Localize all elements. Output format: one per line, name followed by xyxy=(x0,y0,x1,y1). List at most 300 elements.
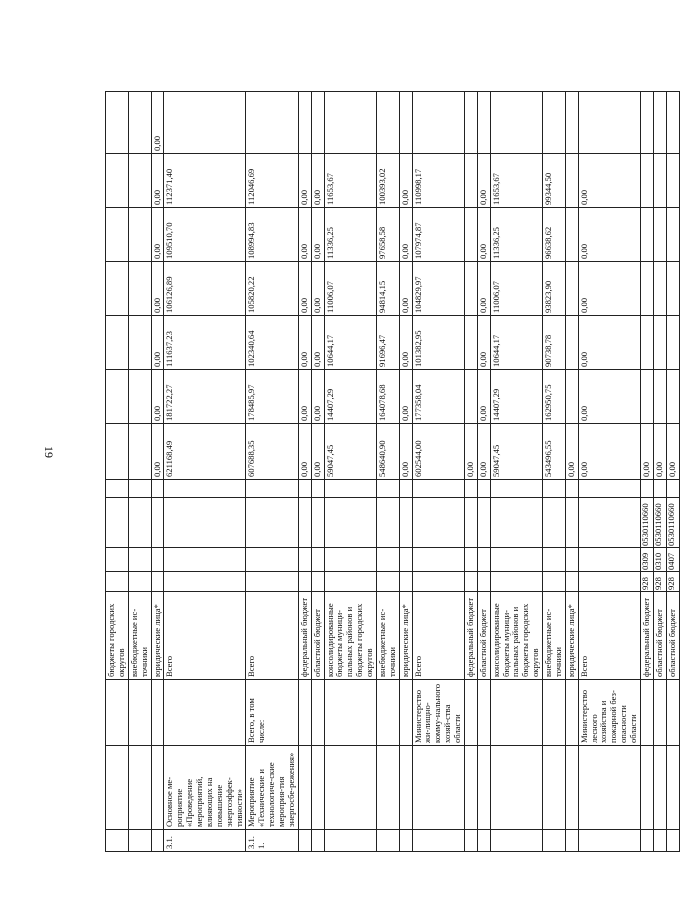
table-cell xyxy=(246,548,298,572)
table-cell xyxy=(246,480,298,498)
table-cell: консолидированные бюджеты муници-пальных районов и бюджеты городских округов xyxy=(324,592,376,680)
table-cell xyxy=(324,548,376,572)
table-cell xyxy=(311,830,324,852)
table-cell: 0,00 xyxy=(298,370,311,424)
table-cell: 90738,78 xyxy=(543,316,566,370)
table-cell xyxy=(412,498,464,548)
page-number: 19 xyxy=(42,446,56,458)
table-cell: 0,00 xyxy=(298,316,311,370)
table-cell xyxy=(399,746,412,830)
table-cell: 0,00 xyxy=(477,208,490,262)
table-cell: 110998,17 xyxy=(412,154,464,208)
table-cell xyxy=(565,316,578,370)
table-cell xyxy=(376,548,399,572)
table-cell xyxy=(565,154,578,208)
table-cell: юридические лица* xyxy=(565,592,578,680)
table-cell xyxy=(464,370,477,424)
table-cell xyxy=(565,370,578,424)
table-cell xyxy=(490,498,542,548)
table-cell: внебюджетные ис-точники xyxy=(376,592,399,680)
table-cell xyxy=(565,262,578,316)
table-cell: 59047,45 xyxy=(324,424,376,480)
table-cell: 0,00 xyxy=(399,370,412,424)
table-cell xyxy=(412,572,464,592)
table-cell: Всего xyxy=(246,592,298,680)
table-cell: 0,00 xyxy=(477,370,490,424)
table-cell: федеральный бюджет xyxy=(640,592,653,680)
table-cell xyxy=(490,830,542,852)
table-cell xyxy=(543,680,566,746)
table-cell xyxy=(399,830,412,852)
table-row xyxy=(640,92,653,852)
table-cell xyxy=(311,92,324,154)
table-row xyxy=(490,92,542,852)
table-cell xyxy=(490,548,542,572)
table-cell: 11006,07 xyxy=(324,262,376,316)
table-cell xyxy=(543,572,566,592)
table-cell: 0,00 xyxy=(640,424,653,480)
table-cell xyxy=(106,92,129,154)
table-cell xyxy=(298,572,311,592)
table-cell: 0,00 xyxy=(298,208,311,262)
table-cell: 0,00 xyxy=(653,424,666,480)
table-row xyxy=(106,92,129,852)
table-cell: 0,00 xyxy=(477,424,490,480)
table-cell xyxy=(298,480,311,498)
table-cell xyxy=(128,316,151,370)
table-cell xyxy=(324,480,376,498)
table-cell: 11336,25 xyxy=(490,208,542,262)
table-cell xyxy=(376,480,399,498)
table-cell xyxy=(477,548,490,572)
table-cell xyxy=(106,498,129,548)
table-cell: 607688,35 xyxy=(246,424,298,480)
table-cell: 93823,90 xyxy=(543,262,566,316)
table-cell: 112371,40 xyxy=(164,154,246,208)
table-row xyxy=(543,92,566,852)
table-cell xyxy=(246,498,298,548)
table-cell xyxy=(151,830,164,852)
table-row xyxy=(164,92,246,852)
table-cell xyxy=(128,746,151,830)
table-cell: 107974,87 xyxy=(412,208,464,262)
table-row xyxy=(324,92,376,852)
table-cell xyxy=(565,746,578,830)
table-cell: областной бюджет xyxy=(477,592,490,680)
table-cell xyxy=(399,680,412,746)
table-cell xyxy=(412,548,464,572)
table-cell: 0407 xyxy=(666,548,679,572)
table-cell xyxy=(490,746,542,830)
table-cell: 14407,29 xyxy=(490,370,542,424)
table-cell xyxy=(653,92,666,154)
table-cell xyxy=(565,498,578,548)
table-cell: 104829,97 xyxy=(412,262,464,316)
table-cell: 928 xyxy=(666,572,679,592)
table-cell xyxy=(106,830,129,852)
table-cell xyxy=(653,262,666,316)
table-cell: внебюджетные ис-точники xyxy=(543,592,566,680)
table-cell xyxy=(376,92,399,154)
table-row xyxy=(128,92,151,852)
table-cell: Всего xyxy=(164,592,246,680)
table-cell xyxy=(653,316,666,370)
table-cell xyxy=(464,262,477,316)
table-cell xyxy=(477,680,490,746)
table-cell: 0,00 xyxy=(399,424,412,480)
table-cell: 0,00 xyxy=(311,316,324,370)
table-cell xyxy=(106,262,129,316)
table-cell: 0,00 xyxy=(666,424,679,480)
table-cell: 543496,55 xyxy=(543,424,566,480)
table-cell xyxy=(106,680,129,746)
table-cell xyxy=(543,746,566,830)
table-cell: 11653,67 xyxy=(490,154,542,208)
table-cell xyxy=(653,154,666,208)
table-cell: 0,00 xyxy=(477,154,490,208)
table-cell xyxy=(464,92,477,154)
table-row xyxy=(477,92,490,852)
table-cell xyxy=(464,480,477,498)
table-cell xyxy=(164,680,246,746)
table-cell: Министерство жи-лищно-комму-нального хозяй-ства области xyxy=(412,680,464,746)
table-cell xyxy=(464,316,477,370)
table-cell: 621168,49 xyxy=(164,424,246,480)
table-cell: 10644,17 xyxy=(490,316,542,370)
table-cell: 177358,04 xyxy=(412,370,464,424)
table-cell: 0,00 xyxy=(477,316,490,370)
table-cell: 109510,70 xyxy=(164,208,246,262)
table-cell xyxy=(128,498,151,548)
table-cell xyxy=(164,480,246,498)
table-cell: 178485,97 xyxy=(246,370,298,424)
table-cell: 14407,29 xyxy=(324,370,376,424)
table-cell xyxy=(565,480,578,498)
table-row xyxy=(399,92,412,852)
table-cell xyxy=(565,548,578,572)
table-cell: 0530110660 xyxy=(640,498,653,548)
table-cell: федеральный бюджет xyxy=(464,592,477,680)
table-cell xyxy=(565,680,578,746)
table-cell: областной бюджет xyxy=(653,592,666,680)
table-cell xyxy=(640,370,653,424)
table-cell: 0530110660 xyxy=(653,498,666,548)
table-cell xyxy=(128,154,151,208)
table-cell: консолидированные бюджеты муници-пальных районов и бюджеты городских округов xyxy=(490,592,542,680)
table-cell xyxy=(128,92,151,154)
table-cell: 0,00 xyxy=(151,424,164,480)
table-cell xyxy=(311,572,324,592)
table-cell xyxy=(640,830,653,852)
table-cell: 0,00 xyxy=(151,316,164,370)
table-cell: юридические лица* xyxy=(399,592,412,680)
table-cell: 59047,45 xyxy=(490,424,542,480)
table-cell xyxy=(324,746,376,830)
table-row xyxy=(376,92,399,852)
table-row xyxy=(298,92,311,852)
table-cell xyxy=(578,480,640,498)
table-cell xyxy=(543,830,566,852)
table-row xyxy=(578,92,640,852)
table-cell xyxy=(128,572,151,592)
table-cell xyxy=(106,480,129,498)
table-cell: 0,00 xyxy=(578,154,640,208)
table-cell: 0,00 xyxy=(311,208,324,262)
table-cell xyxy=(477,92,490,154)
table-cell xyxy=(543,480,566,498)
table-cell: 0,00 xyxy=(151,154,164,208)
table-row xyxy=(311,92,324,852)
table-cell xyxy=(565,572,578,592)
table-cell: 181722,27 xyxy=(164,370,246,424)
table-cell xyxy=(164,572,246,592)
table-cell xyxy=(399,92,412,154)
table-cell: Основное ме-роприятие «Проведение мероприятий, влияющих на повышение энергоэффек-тивности» xyxy=(164,746,246,830)
table-cell: 0,00 xyxy=(311,154,324,208)
table-cell xyxy=(106,154,129,208)
table-cell xyxy=(298,92,311,154)
table-row xyxy=(412,92,464,852)
table-cell xyxy=(464,154,477,208)
table-cell: 0530110660 xyxy=(666,498,679,548)
table-cell: 11653,67 xyxy=(324,154,376,208)
table-cell xyxy=(653,830,666,852)
table-cell xyxy=(666,208,679,262)
table-cell xyxy=(640,262,653,316)
table-cell: 0,00 xyxy=(578,316,640,370)
table-cell: 11006,07 xyxy=(490,262,542,316)
table-cell xyxy=(128,680,151,746)
table-cell xyxy=(376,680,399,746)
table-cell: 96638,62 xyxy=(543,208,566,262)
table-cell xyxy=(490,680,542,746)
table-cell xyxy=(477,830,490,852)
table-cell xyxy=(311,746,324,830)
table-cell xyxy=(311,548,324,572)
table-cell xyxy=(640,680,653,746)
table-cell xyxy=(640,208,653,262)
table-cell xyxy=(666,316,679,370)
table-cell xyxy=(464,746,477,830)
table-row xyxy=(151,92,164,852)
table-cell xyxy=(565,92,578,154)
table-cell: 101382,95 xyxy=(412,316,464,370)
table-cell xyxy=(376,746,399,830)
table-cell xyxy=(578,746,640,830)
table-cell: юридические лица* xyxy=(151,592,164,680)
table-cell: 102340,64 xyxy=(246,316,298,370)
table-cell xyxy=(565,830,578,852)
table-cell xyxy=(128,424,151,480)
table-cell: Всего xyxy=(412,592,464,680)
table-cell: Мероприятие «Технические и технологиче-ские мероприя-тия энергосбе-режения» xyxy=(246,746,298,830)
table-cell: внебюджетные ис-точники xyxy=(128,592,151,680)
table-cell xyxy=(106,746,129,830)
table-cell: Министерство лесного хозяйства и пожарной без-опасности области xyxy=(578,680,640,746)
table-cell xyxy=(128,830,151,852)
table-cell xyxy=(106,370,129,424)
table-cell xyxy=(324,498,376,548)
table-cell xyxy=(666,262,679,316)
table-cell: 0,00 xyxy=(151,92,164,154)
table-cell: областной бюджет xyxy=(666,592,679,680)
table-cell: бюджеты городских округов xyxy=(106,592,129,680)
table-cell: 0,00 xyxy=(399,316,412,370)
table-cell xyxy=(128,208,151,262)
table-cell xyxy=(477,746,490,830)
table-cell xyxy=(490,92,542,154)
table-cell: Всего, в том числе: xyxy=(246,680,298,746)
table-cell: 0,00 xyxy=(311,424,324,480)
table-cell: Всего xyxy=(578,592,640,680)
table-cell: 0,00 xyxy=(578,370,640,424)
table-cell xyxy=(324,92,376,154)
table-cell: 0,00 xyxy=(151,262,164,316)
table-cell xyxy=(376,498,399,548)
table-row xyxy=(464,92,477,852)
table-cell xyxy=(376,830,399,852)
table-cell xyxy=(490,572,542,592)
table-cell xyxy=(246,92,298,154)
table-cell: 3.1.1. xyxy=(246,830,298,852)
table-cell xyxy=(464,548,477,572)
table-cell: 0,00 xyxy=(399,208,412,262)
table-cell xyxy=(477,480,490,498)
table-cell xyxy=(311,498,324,548)
table-cell xyxy=(399,572,412,592)
table-cell xyxy=(151,548,164,572)
table-cell: 0,00 xyxy=(578,208,640,262)
table-cell: 162950,75 xyxy=(543,370,566,424)
table-cell xyxy=(128,480,151,498)
table-cell xyxy=(464,680,477,746)
table-cell xyxy=(298,680,311,746)
table-cell xyxy=(640,746,653,830)
table-cell: 111637,23 xyxy=(164,316,246,370)
table-cell xyxy=(490,480,542,498)
table-row xyxy=(565,92,578,852)
table-cell: 0309 xyxy=(640,548,653,572)
table-cell xyxy=(578,830,640,852)
table-cell xyxy=(640,92,653,154)
table-cell xyxy=(653,208,666,262)
table-cell: 99344,50 xyxy=(543,154,566,208)
table-cell xyxy=(653,680,666,746)
rotated-page xyxy=(105,92,677,852)
table-cell xyxy=(666,154,679,208)
table-row xyxy=(246,92,298,852)
table-cell xyxy=(399,480,412,498)
table-cell: 108994,83 xyxy=(246,208,298,262)
table-cell xyxy=(311,680,324,746)
table-cell xyxy=(246,572,298,592)
table-cell xyxy=(164,92,246,154)
table-cell xyxy=(464,830,477,852)
table-cell: 0,00 xyxy=(298,262,311,316)
table-cell xyxy=(464,572,477,592)
table-cell: 548640,90 xyxy=(376,424,399,480)
table-cell xyxy=(128,262,151,316)
table-cell: 10644,17 xyxy=(324,316,376,370)
table-cell xyxy=(106,572,129,592)
table-cell xyxy=(311,480,324,498)
table-cell xyxy=(543,498,566,548)
table-cell: 0,00 xyxy=(151,208,164,262)
table-cell xyxy=(653,370,666,424)
table-cell xyxy=(298,746,311,830)
table-row xyxy=(653,92,666,852)
table-cell xyxy=(412,746,464,830)
table-cell xyxy=(399,548,412,572)
table-cell: 602544,00 xyxy=(412,424,464,480)
table-cell xyxy=(464,208,477,262)
table-cell xyxy=(324,680,376,746)
table-cell xyxy=(578,92,640,154)
table-cell: 0,00 xyxy=(477,262,490,316)
table-cell xyxy=(106,548,129,572)
table-cell xyxy=(106,208,129,262)
table-cell xyxy=(477,572,490,592)
table-cell: 928 xyxy=(640,572,653,592)
table-cell: 0,00 xyxy=(399,262,412,316)
table-row xyxy=(666,92,679,852)
table-cell: 0,00 xyxy=(578,262,640,316)
table-cell xyxy=(565,208,578,262)
table-cell: 3.1. xyxy=(164,830,246,852)
table-cell xyxy=(578,548,640,572)
table-cell xyxy=(640,316,653,370)
table-cell xyxy=(666,680,679,746)
table-cell xyxy=(477,498,490,548)
table-cell: 100393,02 xyxy=(376,154,399,208)
table-cell xyxy=(298,498,311,548)
table-cell xyxy=(128,548,151,572)
table-cell: 0,00 xyxy=(311,370,324,424)
table-cell xyxy=(324,572,376,592)
table-cell: 164078,68 xyxy=(376,370,399,424)
table-cell: областной бюджет xyxy=(311,592,324,680)
table-cell xyxy=(106,316,129,370)
table-cell xyxy=(106,424,129,480)
table-cell: 0,00 xyxy=(578,424,640,480)
table-cell: 0310 xyxy=(653,548,666,572)
table-cell xyxy=(399,498,412,548)
table-cell xyxy=(151,498,164,548)
table-cell xyxy=(376,572,399,592)
table-cell xyxy=(151,572,164,592)
table-cell xyxy=(151,746,164,830)
table-cell: 0,00 xyxy=(151,370,164,424)
table-cell: 105820,22 xyxy=(246,262,298,316)
table-cell xyxy=(151,480,164,498)
table-cell xyxy=(164,548,246,572)
table-cell xyxy=(578,572,640,592)
table-cell: 11336,25 xyxy=(324,208,376,262)
table-cell xyxy=(640,154,653,208)
table-cell xyxy=(666,830,679,852)
table-cell xyxy=(164,498,246,548)
table-cell xyxy=(324,830,376,852)
table-cell: 112046,69 xyxy=(246,154,298,208)
table-cell xyxy=(653,746,666,830)
table-cell: 0,00 xyxy=(311,262,324,316)
table-cell xyxy=(412,830,464,852)
table-cell xyxy=(543,92,566,154)
table-cell xyxy=(151,680,164,746)
table-cell: 0,00 xyxy=(464,424,477,480)
budget-table xyxy=(105,91,680,852)
table-cell xyxy=(464,498,477,548)
